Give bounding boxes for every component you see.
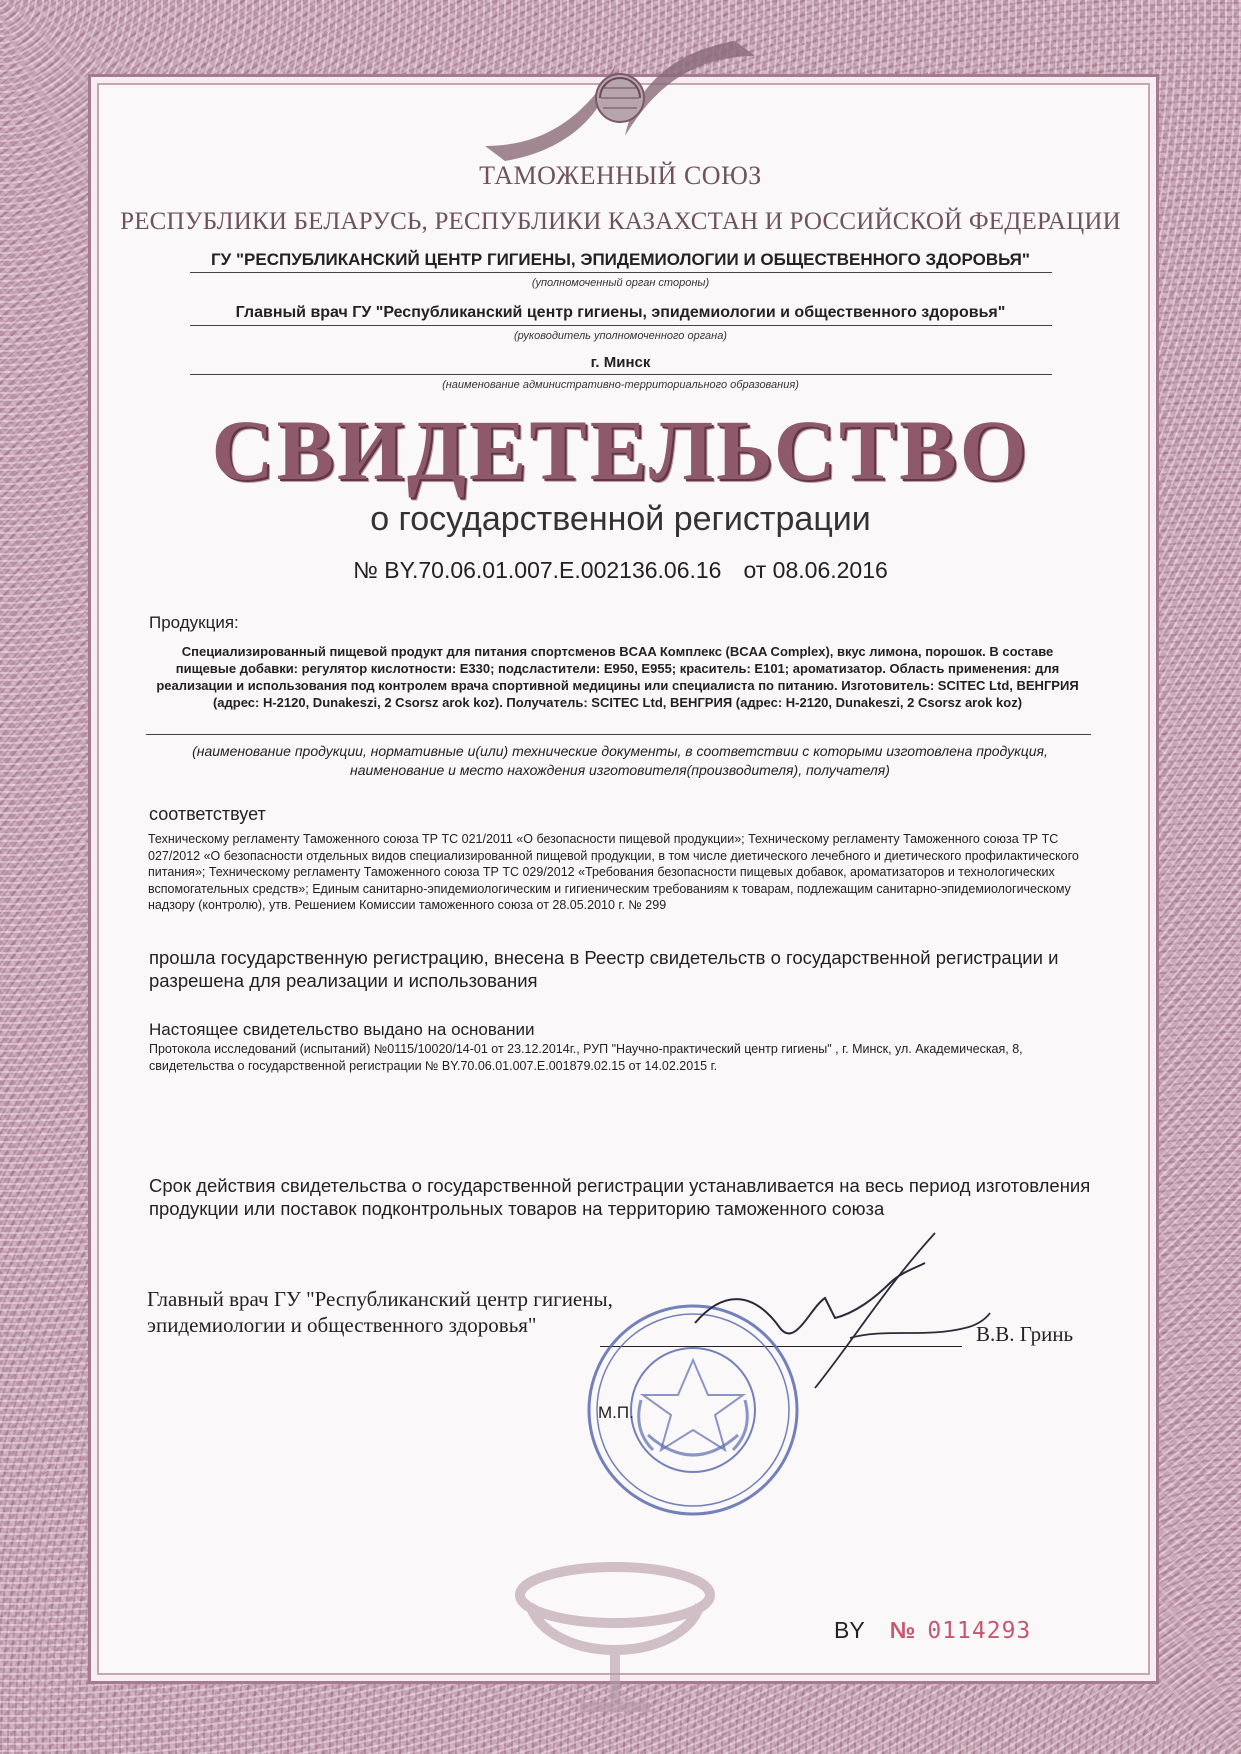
handwritten-signature-icon [685, 1228, 995, 1398]
customs-union-emblem-icon [465, 26, 775, 176]
registration-statement: прошла государственную регистрацию, внесена в Реестр свидетельств о государственной регистрации и разрешена для реализации и использования [149, 947, 1059, 991]
authority-head: Главный врач ГУ "Республиканский центр гигиены, эпидемиологии и общественного здоровья" [235, 304, 1006, 321]
basis-label: Настоящее свидетельство выдано на основании [149, 1020, 535, 1039]
divider [190, 272, 1052, 273]
product-description: Специализированный пищевой продукт для питания спортсменов BCAA Комплекс (BCAA Complex), вкус лимона, порошок. В составе пищевые добавки: регулятор кислотности: E330; подсластители: E950, E955; краситель: E101; ароматизатор. Область применения: для реализации и использования под контролем врача спортивной медицины или специалиста по питанию. Изготовитель: SCITEC Ltd, ВЕНГРИЯ (адрес: H-2120, Dunakeszi, 2 Csorsz arok koz). Получатель: SCITEC Ltd, ВЕНГРИЯ (адрес: H-2120, Dunakeszi, 2 Csorsz arok koz) [156, 644, 1079, 710]
union-title: ТАМОЖЕННЫЙ СОЮЗ [479, 161, 762, 190]
stamp-place-label: М.П. [598, 1403, 634, 1422]
serial-number-symbol: № [889, 1617, 916, 1643]
medical-cup-emblem-icon [470, 1555, 760, 1715]
divider [146, 734, 1091, 735]
registration-number: № BY.70.06.01.007.E.002136.06.16 [353, 557, 722, 583]
registration-line [0, 557, 1241, 584]
signatory-title: Главный врач ГУ "Республиканский центр гигиены, эпидемиологии и общественного здоровья" [147, 1287, 613, 1337]
basis-documents: Протокола исследований (испытаний) №0115/10020/14-01 от 23.12.2014г., РУП "Научно-практический центр гигиены" , г. Минск, ул. Академическая, 8, свидетельства о государственной регистрации № BY.70.06.01.007.E.001879.02.15 от 14.02.2015 г. [149, 1042, 1023, 1073]
divider [190, 374, 1052, 375]
divider [190, 325, 1052, 326]
signatory-name: В.В. Гринь [976, 1322, 1074, 1346]
conforms-label: соответствует [149, 804, 266, 824]
serial-country: BY [834, 1617, 865, 1643]
product-label: Продукция: [149, 613, 239, 632]
head-caption: (руководитель уполномоченного органа) [514, 330, 727, 342]
serial-number: 0114293 [927, 1618, 1032, 1644]
document-title: СВИДЕТЕЛЬСТВО [211, 402, 1030, 498]
conformity-requirements: Техническому регламенту Таможенного союза ТР ТС 021/2011 «О безопасности пищевой продукции»; Техническому регламенту Таможенного союза ТР ТС 027/2012 «О безопасности отдельных видов специализированной пищевой продукции, в том числе диетического лечебного и диетического профилактического питания»; Техническому регламенту Таможенного союза ТР ТС 029/2012 «Требования безопасности пищевых добавок, ароматизаторов и технологических вспомогательных средств»; Единым санитарно-эпидемиологическим и гигиеническим требованиям к товарам, подлежащим санитарно-эпидемиологическому надзору (контролю), утв. Решением Комиссии таможенного союза от 28.05.2010 г. № 299 [148, 832, 1079, 912]
document-subtitle: о государственной регистрации [370, 500, 871, 538]
authority-caption: (уполномоченный орган стороны) [531, 277, 710, 289]
city: г. Минск [590, 354, 651, 371]
validity-period: Срок действия свидетельства о государственной регистрации устанавливается на весь период изготовления продукции или поставок подконтрольных товаров на территорию таможенного союза [149, 1175, 1091, 1219]
city-caption: (наименование административно-территориального образования) [442, 379, 799, 391]
product-caption: (наименование продукции, нормативные и(или) технические документы, в соответствии с которыми изготовлена продукция, наименование и место нахождения изготовителя(производителя), получателя) [192, 743, 1048, 778]
authority-name: ГУ "РЕСПУБЛИКАНСКИЙ ЦЕНТР ГИГИЕНЫ, ЭПИДЕМИОЛОГИИ И ОБЩЕСТВЕННОГО ЗДОРОВЬЯ" [211, 250, 1030, 269]
registration-date: от 08.06.2016 [743, 557, 888, 583]
form-serial [834, 1617, 1031, 1644]
republics-line: РЕСПУБЛИКИ БЕЛАРУСЬ, РЕСПУБЛИКИ КАЗАХСТАН И РОССИЙСКОЙ ФЕДЕРАЦИИ [120, 208, 1121, 235]
